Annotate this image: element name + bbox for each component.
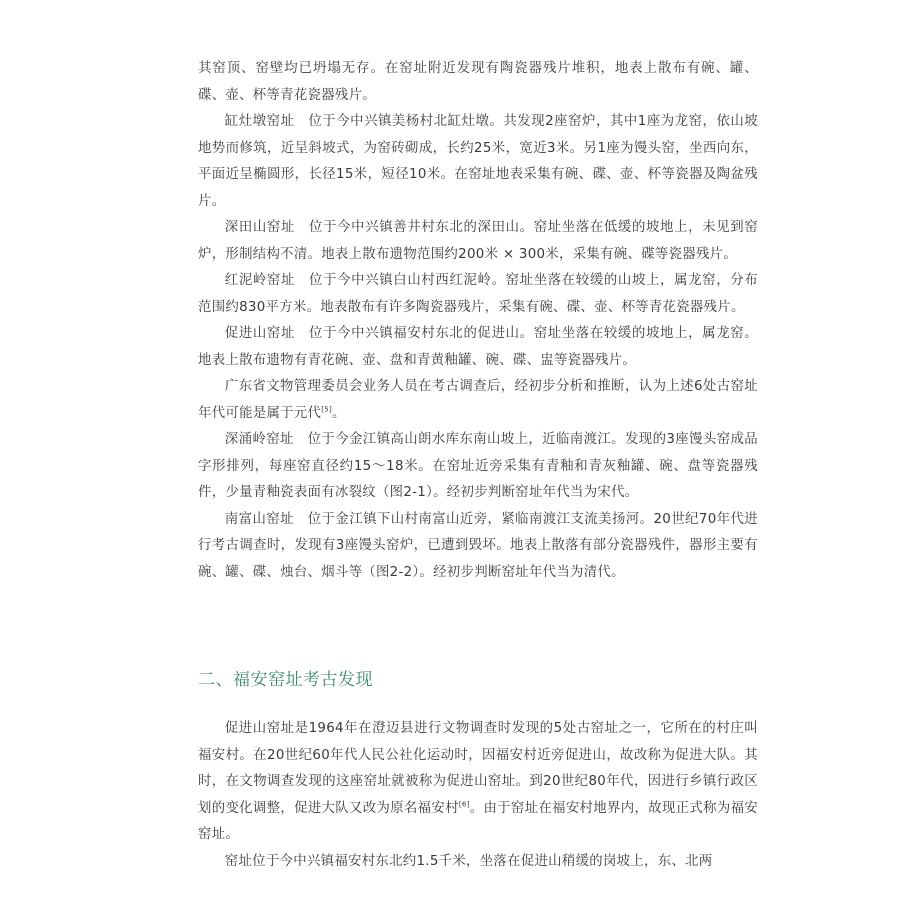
paragraph-fuan-history: 促进山窑址是1964年在澄迈县进行文物调查时发现的5处古窑址之一，它所在的村庄叫福安村。在20世纪60年代人民公社化运动时，因福安村近旁促进山，故改称为促进大队。其时，在文物调查发现的这座窑址就被称为促进山窑址。到20世纪80年代，因进行乡镇行政区划的变化调整，促进大队又改为原名福安村[6]。由于窑址在福安村地界内，故现正式称为福安窑址。	[198, 721, 758, 842]
footnote-marker: [6]	[458, 800, 470, 809]
paragraph-shenyongling-kiln: 深涌岭窑址 位于今金江镇高山朗水库东南山坡上，近临南渡江。发现的3座馒头窑成品字形排列，每座窑直径约15～18米。在窑址近旁采集有青釉和青灰釉罐、碗、盘等瓷器残件，少量青釉瓷表面有冰裂纹（图2-1）。经初步判断窑址年代当为宋代。	[198, 432, 758, 500]
paragraph-cujinshan-kiln: 促进山窑址 位于今中兴镇福安村东北的促进山。窑址坐落在较缓的坡地上，属龙窑。地表上散布遗物有青花碗、壶、盘和青黄釉罐、碗、碟、盅等瓷器残片。	[198, 326, 758, 368]
footnote-marker: [5]	[321, 405, 333, 414]
top-text-block	[198, 56, 758, 586]
paragraph-continuation: 其窑顶、窑壁均已坍塌无存。在窑址附近发现有陶瓷器残片堆积，地表上散布有碗、罐、碟、壶、杯等青花瓷器残片。	[198, 61, 758, 103]
paragraph-fuan-location: 窑址位于今中兴镇福安村东北约1.5千米，坐落在促进山稍缓的岗坡上，东、北两	[224, 853, 713, 869]
paragraph-nanfushan-kiln: 南富山窑址 位于金江镇下山村南富山近旁，紧临南渡江支流美扬河。20世纪70年代进行考古调查时，发现有3座馒头窑炉，已遭到毁坏。地表上散落有部分瓷器残件，器形主要有碗、罐、碟、烛台、烟斗等（图2-2）。经初步判断窑址年代当为清代。	[198, 511, 758, 580]
bottom-text-block	[198, 716, 758, 875]
paragraph-shentianshan-kiln: 深田山窑址 位于今中兴镇善井村东北的深田山。窑址坐落在低缓的坡地上，未见到窑炉，形制结构不清。地表上散布遗物范围约200米 × 300米，采集有碗、碟等瓷器残片。	[198, 220, 758, 262]
paragraph-hongniling-kiln: 红泥岭窑址 位于今中兴镇白山村西红泥岭。窑址坐落在较缓的山坡上，属龙窑，分布范围约830平方米。地表散布有许多陶瓷器残片，采集有碗、碟、壶、杯等青花瓷器残片。	[198, 273, 758, 315]
section-heading: 二、福安窑址考古发现	[198, 670, 373, 690]
paragraph-gangzaodun-kiln: 缸灶墩窑址 位于今中兴镇美杨村北缸灶墩。共发现2座窑炉，其中1座为龙窑，依山坡地势而修筑，近呈斜坡式，为窑砖砌成，长约25米，宽近3米。另1座为馒头窑，坐西向东，平面近呈椭圆形，长径15米，短径10米。在窑址地表采集有碗、碟、壶、杯等瓷器及陶盆残片。	[198, 114, 758, 209]
paragraph-yuan-dynasty-conclusion: 广东省文物管理委员会业务人员在考古调查后，经初步分析和推断，认为上述6处古窑址年代可能是属于元代[5]。	[198, 379, 758, 421]
